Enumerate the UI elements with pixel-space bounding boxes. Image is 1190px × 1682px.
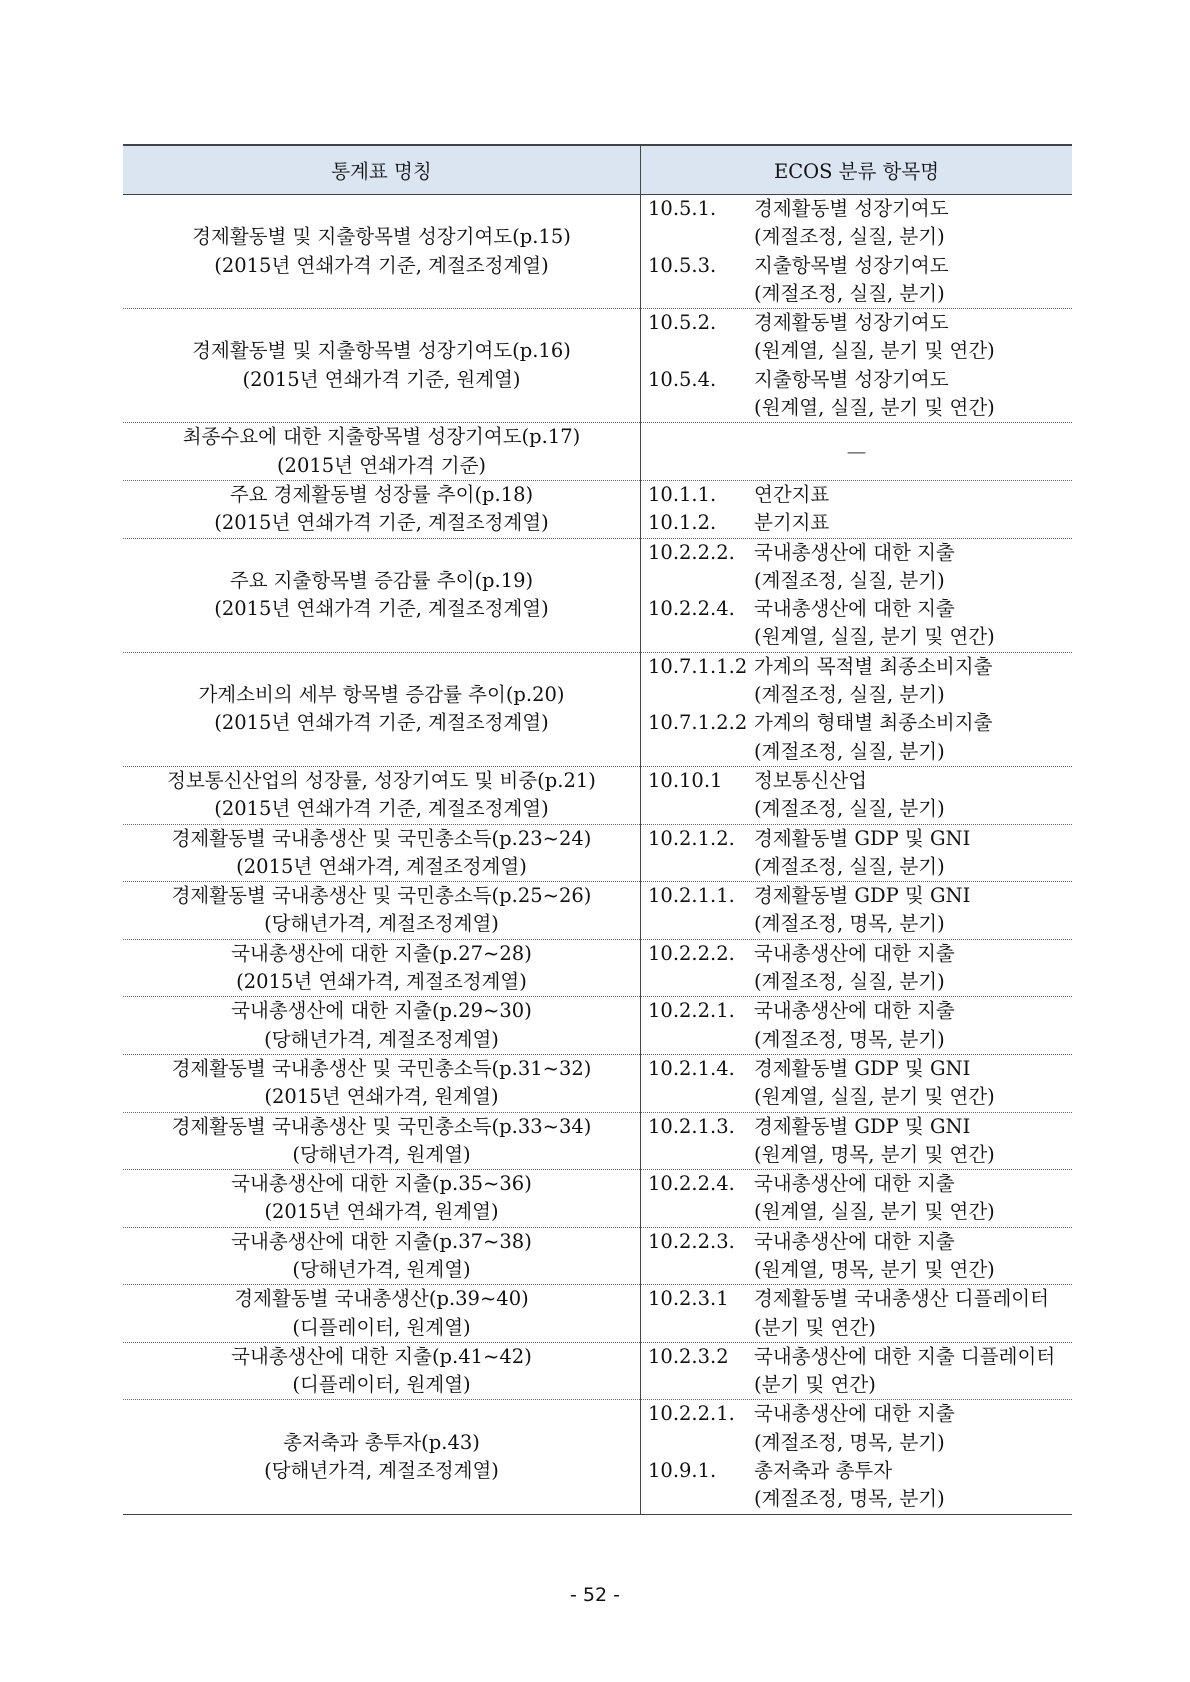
name-line: (2015년 연쇄가격 기준, 계절조정계열) [214,253,549,277]
ecos-classification [641,195,1073,309]
ecos-item-line: (원계열, 실질, 분기 및 연간) [754,1085,995,1109]
ecos-item-line: (계절조정, 실질, 분기) [754,854,945,878]
ecos-item [754,539,1072,596]
table-row [123,423,1072,481]
ecos-item-line: 경제활동별 GDP 및 GNI [754,1114,971,1138]
ecos-item-line: (계절조정, 명목, 분기) [754,1430,945,1454]
table-row [123,882,1072,940]
name-line: 국내총생산에 대한 지출(p.27~28) [231,941,532,965]
ecos-item [754,509,1072,537]
ecos-code: 10.5.1. [648,197,717,220]
ecos-classification [641,538,1073,652]
page-number: - 52 - [570,1584,620,1606]
statistic-table-name [123,1400,641,1514]
ecos-item-line: 총저축과 총투자 [754,1459,893,1483]
ecos-item [754,709,1072,766]
ecos-code: 10.5.2. [648,311,717,335]
name-line: 경제활동별 및 지출항목별 성장기여도(p.15) [192,225,571,249]
table-row [123,309,1072,423]
table-row [123,195,1072,309]
ecos-item-line: (계절조정, 명목, 분기) [754,1487,945,1511]
name-line: (당해년가격, 계절조정계열) [264,912,499,936]
header-table-name: 통계표 명칭 [123,145,641,195]
name-line: (디플레이터, 원계열) [292,1315,471,1339]
ecos-item-line: 경제활동별 국내총생산 디플레이터 [754,1287,1049,1311]
name-line: 경제활동별 및 지출항목별 성장기여도(p.16) [192,339,571,363]
statistic-table-name [123,423,641,481]
ecos-item-line: 국내총생산에 대한 지출 [754,999,955,1023]
name-line: (2015년 연쇄가격, 계절조정계열) [236,970,527,994]
table-row [123,939,1072,997]
ecos-code: 10.2.3.2 [648,1344,729,1368]
statistic-table-name [123,1170,641,1228]
ecos-item [754,1285,1072,1342]
ecos-entry [641,309,1072,366]
ecos-item [754,1113,1072,1170]
name-line: (2015년 연쇄가격 기준, 계절조정계열) [214,597,549,621]
table-row [123,1400,1072,1514]
statistic-table-name [123,1112,641,1170]
ecos-entry [641,709,1072,766]
ecos-classification [641,1400,1073,1514]
ecos-item [754,1457,1072,1514]
ecos-item-line: (계절조정, 명목, 분기) [754,912,945,936]
ecos-item-line: 지출항목별 성장기여도 [754,253,949,277]
ecos-item [754,1228,1072,1285]
ecos-code: 10.2.1.1. [648,884,735,908]
table-row [123,538,1072,652]
ecos-code: 10.7.1.2.2 [648,711,748,735]
table-row [123,1170,1072,1228]
table-row [123,824,1072,882]
name-line: 국내총생산에 대한 지출(p.35~36) [231,1172,532,1196]
name-line: 경제활동별 국내총생산 및 국민총소득(p.23~24) [171,826,592,850]
ecos-item [754,1343,1072,1400]
ecos-code: 10.2.2.2. [648,540,735,564]
ecos-item [754,653,1072,710]
ecos-item-line: (계절조정, 실질, 분기) [754,970,945,994]
ecos-entry [641,366,1072,423]
statistic-table-name [123,480,641,538]
name-line: 경제활동별 국내총생산 및 국민총소득(p.31~32) [171,1056,592,1080]
ecos-item [754,595,1072,652]
ecos-code: 10.1.1. [648,482,717,506]
ecos-entry [641,1228,1072,1285]
ecos-classification [641,766,1073,824]
statistic-table-name [123,309,641,423]
ecos-entry [641,882,1072,939]
ecos-entry [641,509,1072,537]
ecos-item-line: 경제활동별 GDP 및 GNI [754,884,971,908]
name-line: 주요 경제활동별 성장률 추이(p.18) [229,482,534,506]
ecos-item [754,481,1072,509]
ecos-item-line: 국내총생산에 대한 지출 [754,1402,955,1426]
name-line: (2015년 연쇄가격 기준, 계절조정계열) [214,511,549,535]
name-line: (2015년 연쇄가격 기준, 원계열) [242,367,521,391]
header-ecos-item: ECOS 분류 항목명 [641,145,1073,195]
ecos-entry [641,825,1072,882]
name-line: (디플레이터, 원계열) [292,1373,471,1397]
ecos-item-line: 국내총생산에 대한 지출 [754,1229,955,1253]
ecos-item-line: (원계열, 명목, 분기 및 연간) [754,1257,995,1281]
ecos-classification [641,1112,1073,1170]
table-header-row [123,145,1072,195]
name-line: 정보통신산업의 성장률, 성장기여도 및 비중(p.21) [167,768,596,792]
ecos-entry [641,1285,1072,1342]
ecos-code: 10.2.1.4. [648,1056,735,1080]
ecos-item-line: 국내총생산에 대한 지출 [754,597,955,621]
name-line: 총저축과 총투자(p.43) [283,1430,480,1454]
ecos-item-line: (계절조정, 실질, 분기) [754,797,945,821]
statistic-table-name [123,1054,641,1112]
ecos-entry [641,653,1072,710]
ecos-entry [641,1343,1072,1400]
table-row [123,997,1072,1055]
table-body [123,195,1072,1515]
ecos-entry [641,1400,1072,1457]
statistic-table-name [123,538,641,652]
ecos-entry [641,940,1072,997]
name-line: 가계소비의 세부 항목별 증감률 추이(p.20) [198,683,565,707]
ecos-item-line: (원계열, 실질, 분기 및 연간) [754,339,995,363]
ecos-item [754,252,1072,309]
name-line: (2015년 연쇄가격 기준) [276,453,487,477]
ecos-code: 10.2.2.1. [648,1402,735,1426]
ecos-classification [641,309,1073,423]
statistic-table-name [123,195,641,309]
ecos-item-line: 국내총생산에 대한 지출 [754,1172,955,1196]
name-line: (당해년가격, 원계열) [292,1142,471,1166]
statistic-table-name [123,1342,641,1400]
statistic-table-name [123,1227,641,1285]
ecos-entry [641,1113,1072,1170]
ecos-item-line: 가계의 목적별 최종소비지출 [754,654,993,678]
ecos-code: 10.7.1.1.2 [648,654,748,678]
ecos-item [754,309,1072,366]
name-line: 국내총생산에 대한 지출(p.37~38) [231,1229,532,1253]
ecos-code: 10.2.1.3. [648,1114,735,1138]
ecos-classification [641,882,1073,940]
ecos-entry [641,1457,1072,1514]
ecos-code: 10.2.1.2. [648,826,735,850]
ecos-item-line: 지출항목별 성장기여도 [754,367,949,391]
ecos-item-line: 경제활동별 성장기여도 [754,311,949,335]
ecos-item [754,997,1072,1054]
ecos-entry [641,252,1072,309]
statistic-table-name [123,652,641,766]
statistic-table-name [123,882,641,940]
ecos-classification [641,1342,1073,1400]
ecos-item-line: 경제활동별 GDP 및 GNI [754,1056,971,1080]
table-row [123,1112,1072,1170]
ecos-entry [641,767,1072,824]
ecos-classification [641,1285,1073,1343]
statistic-table-name [123,1285,641,1343]
ecos-item-line: 정보통신산업 [754,768,868,792]
ecos-item-line: 가계의 형태별 최종소비지출 [754,711,993,735]
ecos-entry [641,1055,1072,1112]
ecos-item-line: (원계열, 실질, 분기 및 연간) [754,396,995,420]
empty-dash: — [846,439,867,463]
statistic-table-name [123,824,641,882]
ecos-classification [641,652,1073,766]
name-line: 국내총생산에 대한 지출(p.29~30) [231,999,532,1023]
ecos-item-line: 국내총생산에 대한 지출 [754,941,955,965]
ecos-code: 10.9.1. [648,1459,717,1483]
ecos-item-line: 국내총생산에 대한 지출 [754,540,955,564]
statistics-table [123,144,1072,1515]
ecos-entry [641,539,1072,596]
ecos-code: 10.5.4. [648,367,717,391]
ecos-classification [641,824,1073,882]
ecos-classification [641,1227,1073,1285]
ecos-item-line: 분기지표 [754,511,830,535]
table-row [123,1342,1072,1400]
ecos-code: 10.2.2.4. [648,597,735,621]
ecos-item [754,1170,1072,1227]
ecos-item-line: (분기 및 연간) [754,1373,876,1397]
name-line: (2015년 연쇄가격 기준, 계절조정계열) [214,711,549,735]
ecos-entry [641,595,1072,652]
table-row [123,1054,1072,1112]
name-line: 경제활동별 국내총생산(p.39~40) [234,1287,529,1311]
table-row [123,652,1072,766]
name-line: 국내총생산에 대한 지출(p.41~42) [231,1344,532,1368]
table-row [123,480,1072,538]
ecos-item [754,767,1072,824]
ecos-item-line: 경제활동별 성장기여도 [754,197,949,220]
ecos-entry [641,195,1072,252]
ecos-item [754,366,1072,423]
ecos-code: 10.2.3.1 [648,1287,729,1311]
ecos-code: 10.2.2.2. [648,941,735,965]
table-row [123,766,1072,824]
ecos-classification [641,423,1073,481]
statistic-table-name [123,997,641,1055]
ecos-item [754,940,1072,997]
ecos-classification [641,1170,1073,1228]
ecos-item [754,825,1072,882]
statistic-table-name [123,939,641,997]
ecos-classification [641,480,1073,538]
name-line: (당해년가격, 계절조정계열) [264,1027,499,1051]
name-line: 최종수요에 대한 지출항목별 성장기여도(p.17) [182,425,581,449]
ecos-classification [641,997,1073,1055]
ecos-code: 10.1.2. [648,511,717,535]
ecos-item-line: (계절조정, 실질, 분기) [754,568,945,592]
ecos-entry [641,481,1072,509]
name-line: 주요 지출항목별 증감률 추이(p.19) [229,568,534,592]
name-line: (당해년가격, 계절조정계열) [264,1459,499,1483]
name-line: 경제활동별 국내총생산 및 국민총소득(p.25~26) [171,884,592,908]
name-line: (2015년 연쇄가격, 원계열) [264,1085,499,1109]
ecos-item [754,1055,1072,1112]
table-row [123,1227,1072,1285]
name-line: (2015년 연쇄가격, 계절조정계열) [236,854,527,878]
ecos-item-line: (계절조정, 실질, 분기) [754,739,945,763]
ecos-item-line: (원계열, 실질, 분기 및 연간) [754,625,995,649]
ecos-item-line: (계절조정, 실질, 분기) [754,281,945,305]
name-line: (2015년 연쇄가격, 원계열) [264,1200,499,1224]
ecos-item-line: (원계열, 명목, 분기 및 연간) [754,1142,995,1166]
ecos-entry [641,1170,1072,1227]
ecos-item-line: 연간지표 [754,482,830,506]
ecos-classification [641,1054,1073,1112]
ecos-item [754,882,1072,939]
ecos-item-line: (계절조정, 실질, 분기) [754,683,945,707]
ecos-item-line: (분기 및 연간) [754,1315,876,1339]
ecos-code: 10.2.2.4. [648,1172,735,1196]
ecos-item [754,1400,1072,1457]
ecos-item-line: 경제활동별 GDP 및 GNI [754,826,971,850]
ecos-item-line: 국내총생산에 대한 지출 디플레이터 [754,1344,1056,1368]
ecos-classification [641,939,1073,997]
name-line: (당해년가격, 원계열) [292,1257,471,1281]
name-line: (2015년 연쇄가격 기준, 계절조정계열) [214,797,549,821]
table-row [123,1285,1072,1343]
ecos-code: 10.2.2.1. [648,999,735,1023]
ecos-code: 10.5.3. [648,253,717,277]
statistic-table-name [123,766,641,824]
name-line: 경제활동별 국내총생산 및 국민총소득(p.33~34) [171,1114,592,1138]
ecos-item-line: (계절조정, 명목, 분기) [754,1027,945,1051]
ecos-code: 10.10.1 [648,768,723,792]
ecos-item-line: (원계열, 실질, 분기 및 연간) [754,1200,995,1224]
ecos-item-line: (계절조정, 실질, 분기) [754,225,945,249]
ecos-item [754,195,1072,252]
ecos-code: 10.2.2.3. [648,1229,735,1253]
ecos-entry [641,997,1072,1054]
